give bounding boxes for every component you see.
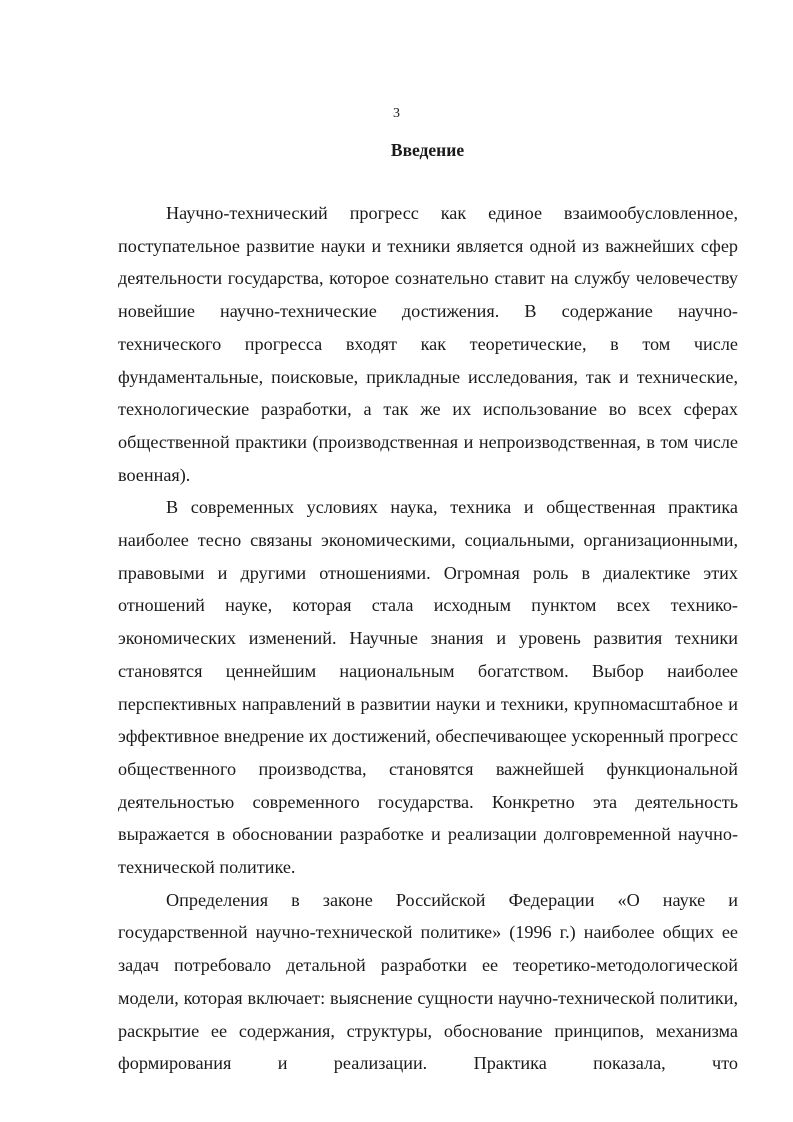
body-text — [118, 197, 738, 1080]
paragraph: В современных условиях наука, техника и общественная практика наиболее тесно связаны экономическими, социальными, организационными, правовыми и другими отношениями. Огромная роль в диалектике этих отношений науке, которая стала исходным пунктом всех технико-экономических изменений. Научные знания и уровень развития техники становятся ценнейшим национальным богатством. Выбор наиболее перспективных направлений в развитии науки и техники, крупномасштабное и эффективное внедрение их достижений, обеспечивающее ускоренный прогресс общественного производства, становятся важнейшей функциональной деятельностью современного государства. Конкретно эта деятельность выражается в обосновании разработке и реализации долговременной научно-технической политике. — [118, 497, 738, 878]
page-number: 3 — [393, 106, 400, 121]
paragraph: Научно-технический прогресс как единое взаимообусловленное, поступательное развитие науки и техники является одной из важнейших сфер деятельности государства, которое сознательно ставит на службу человечеству новейшие научно-технические достижения. В содержание научно-технического прогресса входят как теоретические, в том числе фундаментальные, поисковые, прикладные исследования, так и технические, технологические разработки, а так же их использование во всех сферах общественной практики (производственная и непроизводственная, в том числе военная). — [118, 203, 738, 485]
paragraph: Определения в законе Российской Федерации «О науке и государственной научно-технической политике» (1996 г.) наиболее общих ее задач потребовало детальной разработки ее теоретико-методологической модели, которая включает: выяснение сущности научно-технической политики, раскрытие ее содержания, структуры, обоснование принципов, механизма формирования и реализации. Практика показала, что — [118, 889, 738, 1074]
page-title: Введение — [390, 140, 465, 160]
